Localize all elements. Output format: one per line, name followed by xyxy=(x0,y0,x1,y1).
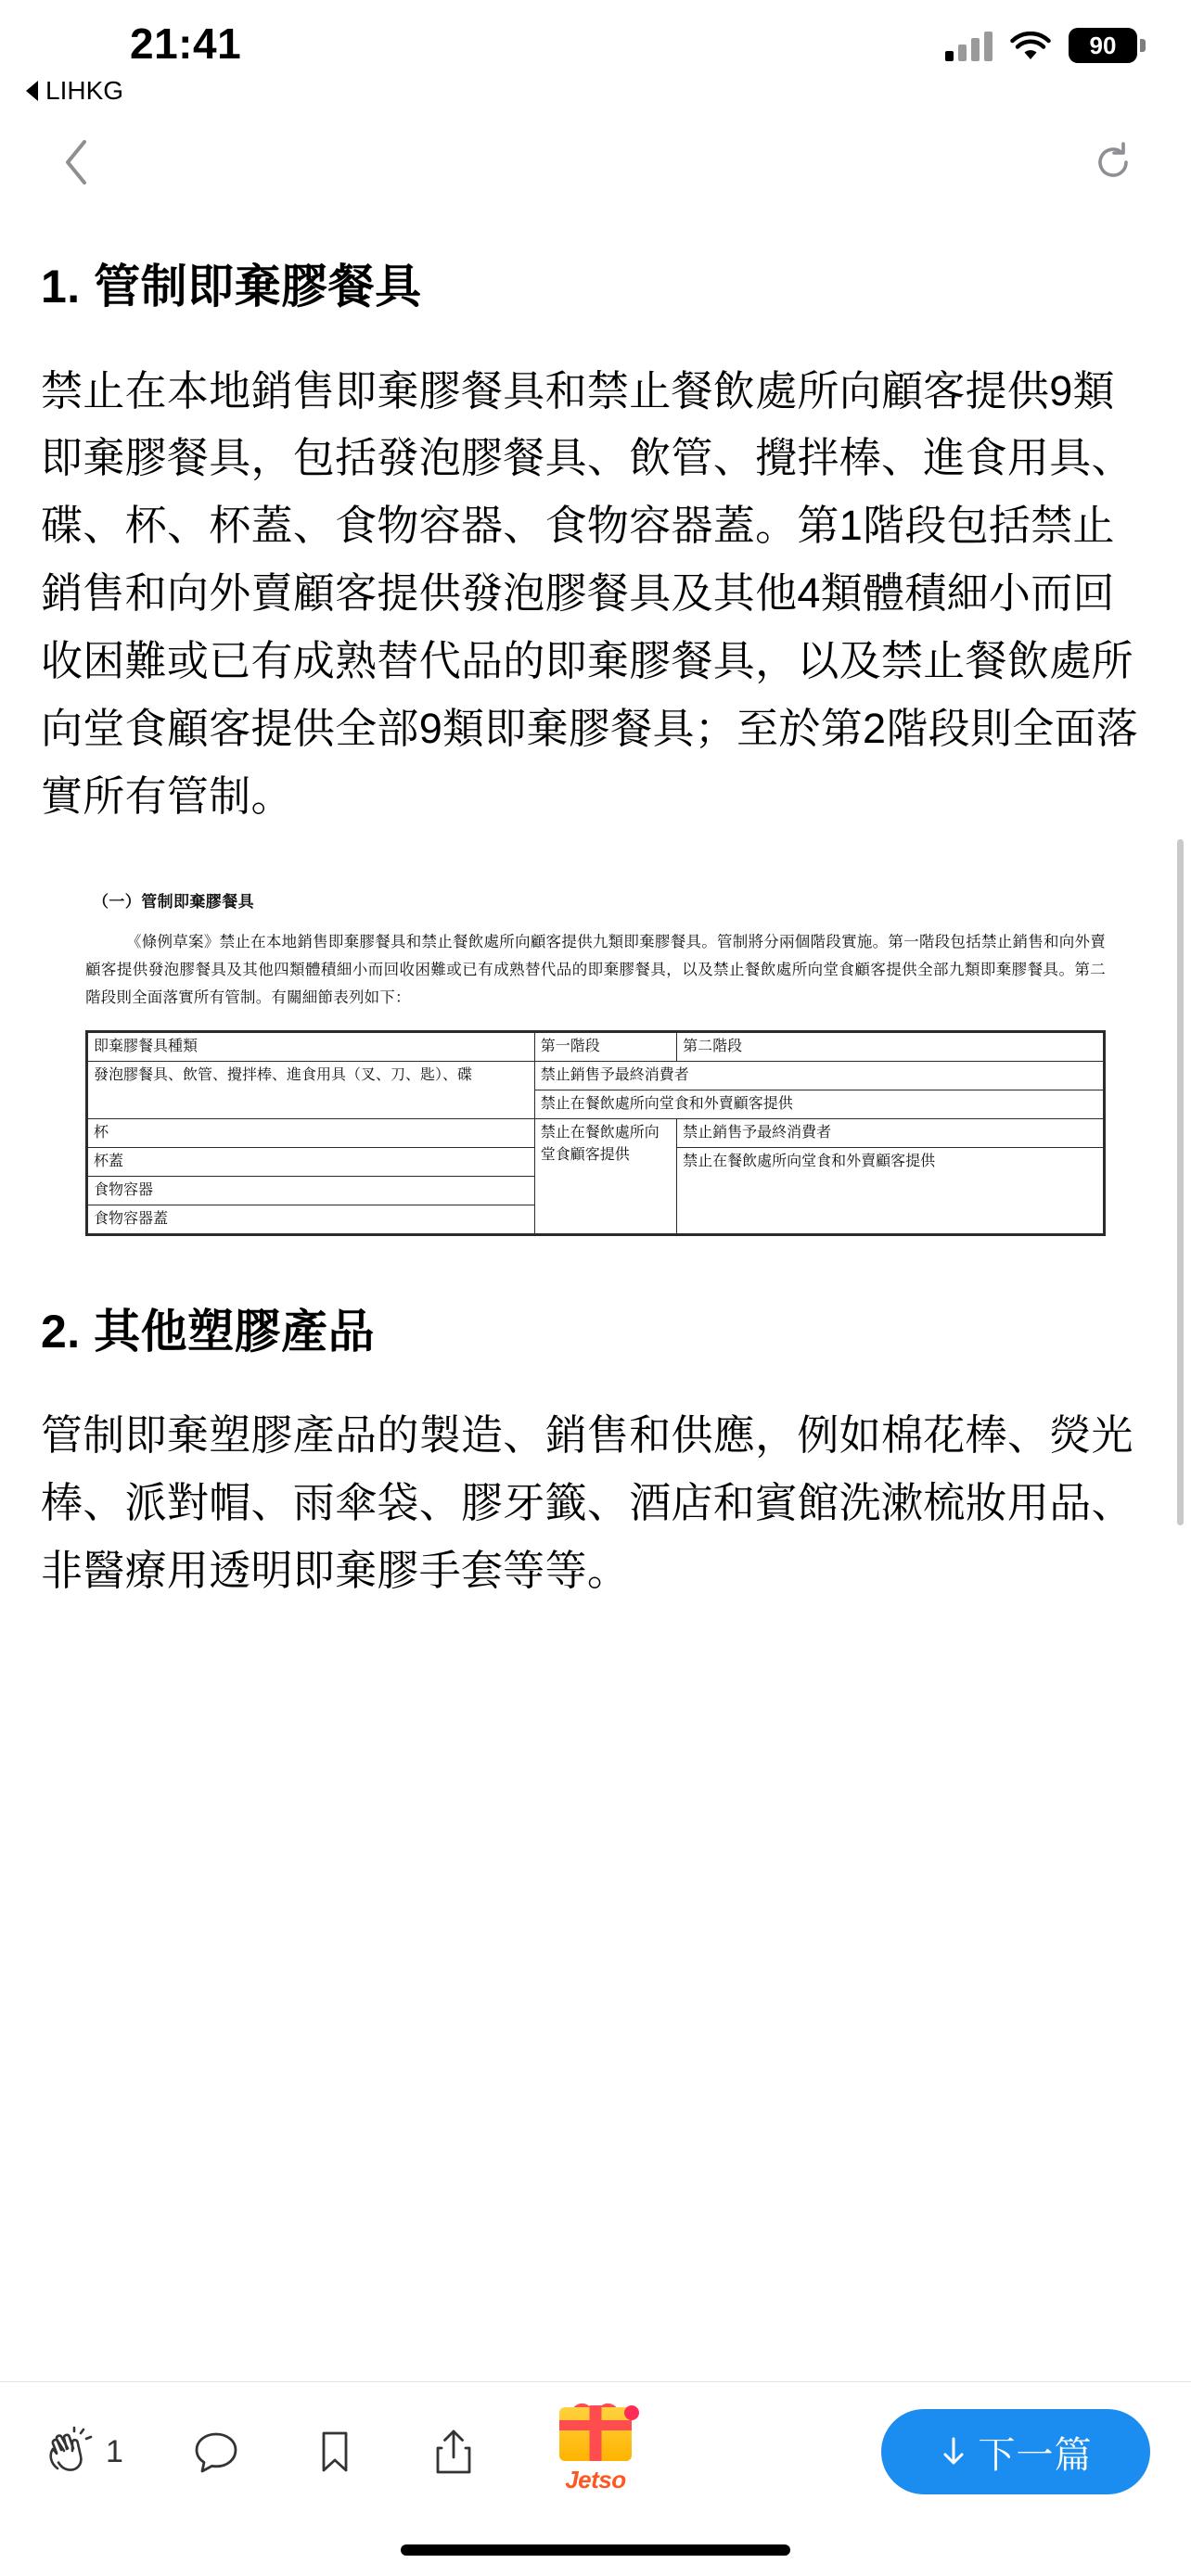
regulation-table xyxy=(87,1032,1104,1234)
status-indicators xyxy=(945,28,1137,63)
table-row xyxy=(88,1032,1104,1061)
arrow-down-icon xyxy=(940,2436,967,2468)
table-cell-category: 發泡膠餐具、飲管、攪拌棒、進食用具（叉、刀、匙）、碟 xyxy=(88,1061,535,1118)
wifi-icon xyxy=(1009,30,1052,61)
section-body-2: 管制即棄塑膠產品的製造、銷售和供應，例如棉花棒、熒光棒、派對帽、雨傘袋、膠牙籤、酒店和賓館洗漱梳妝用品、非醫療用透明即棄膠手套等等。 xyxy=(41,1411,1133,1595)
doc-table-frame xyxy=(85,1030,1106,1236)
jetso-label: Jetso xyxy=(565,2466,626,2493)
next-article-button[interactable] xyxy=(881,2409,1150,2494)
doc-heading: （一）管制即棄膠餐具 xyxy=(93,892,254,911)
battery-level: 90 xyxy=(1089,31,1117,59)
doc-paragraph: 《條例草案》禁止在本地銷售即棄膠餐具和禁止餐飲處所向顧客提供九類即棄膠餐具。管制將分兩個階段實施。第一階段包括禁止銷售和向外賣顧客提供發泡膠餐具及其他四類體積細小而回收困難或已有成熟替代品的即棄膠餐具，以及禁止餐飲處所向堂食顧客提供全部九類即棄膠餐具。第二階段則全面落實所有管制。有關細節表列如下： xyxy=(85,932,1106,1006)
like-count: 1 xyxy=(106,2433,123,2469)
table-cell-category: 食物容器 xyxy=(88,1176,535,1205)
like-button[interactable] xyxy=(41,2426,123,2478)
table-header-phase1: 第一階段 xyxy=(534,1032,676,1061)
table-header-category: 即棄膠餐具種類 xyxy=(88,1032,535,1061)
table-cell-phase2: 禁止在餐飲處所向堂食和外賣顧客提供 xyxy=(534,1090,1103,1118)
table-cell-phase2: 禁止銷售予最終消費者 xyxy=(677,1118,1104,1147)
article-content[interactable] xyxy=(0,213,1191,2381)
table-header-phase2: 第二階段 xyxy=(677,1032,1104,1061)
table-cell-phase1: 禁止在餐飲處所向堂食顧客提供 xyxy=(534,1118,676,1233)
home-indicator xyxy=(401,2544,790,2556)
bookmark-button[interactable] xyxy=(309,2426,361,2478)
reload-icon xyxy=(1093,141,1133,184)
share-button[interactable] xyxy=(428,2426,480,2478)
jetso-button[interactable] xyxy=(546,2404,643,2500)
back-triangle-icon xyxy=(26,81,38,101)
bookmark-icon xyxy=(309,2426,361,2478)
scrollbar[interactable] xyxy=(1177,839,1184,1525)
comment-button[interactable] xyxy=(190,2426,242,2478)
table-cell-phase2: 禁止在餐飲處所向堂食和外賣顧客提供 xyxy=(677,1147,1104,1233)
back-button[interactable] xyxy=(48,130,104,195)
reload-button[interactable] xyxy=(1085,130,1141,195)
clap-icon xyxy=(41,2426,93,2478)
table-row xyxy=(88,1061,1104,1090)
share-icon xyxy=(428,2426,480,2478)
status-time: 21:41 xyxy=(130,19,242,68)
table-row xyxy=(88,1118,1104,1147)
gift-icon xyxy=(559,2407,632,2461)
table-cell-category: 杯蓋 xyxy=(88,1147,535,1176)
comment-icon xyxy=(190,2426,242,2478)
table-cell-phase1: 禁止銷售予最終消費者 xyxy=(534,1061,1103,1090)
notification-dot xyxy=(624,2405,639,2420)
section-title-2: 2. 其他塑膠產品 xyxy=(41,1305,376,1358)
next-article-label: 下一篇 xyxy=(978,2434,1093,2476)
section-title-1: 1. 管制即棄膠餐具 xyxy=(41,261,422,312)
chevron-left-icon xyxy=(62,138,90,186)
cellular-signal-icon xyxy=(945,30,992,61)
bottom-toolbar xyxy=(0,2381,1191,2576)
section-body-1: 禁止在本地銷售即棄膠餐具和禁止餐飲處所向顧客提供9類即棄膠餐具，包括發泡膠餐具、飲管、攪拌棒、進食用具、碟、杯、杯蓋、食物容器、食物容器蓋。第1階段包括禁止銷售和向外賣顧客提供發泡膠餐具及其他4類體積細小而回收困難或已有成熟替代品的即棄膠餐具，以及禁止餐飲處所向堂食顧客提供全部9類即棄膠餐具；至於第2階段則全面落實所有管制。 xyxy=(41,366,1139,820)
table-cell-category: 食物容器蓋 xyxy=(88,1205,535,1233)
return-app-label: LIHKG xyxy=(45,76,124,105)
return-to-app-button[interactable] xyxy=(26,76,123,106)
battery-icon xyxy=(1069,28,1137,63)
embedded-document-image[interactable] xyxy=(41,872,1150,1258)
table-cell-category: 杯 xyxy=(88,1118,535,1147)
navigation-bar xyxy=(0,121,1191,213)
status-bar xyxy=(0,0,1191,121)
